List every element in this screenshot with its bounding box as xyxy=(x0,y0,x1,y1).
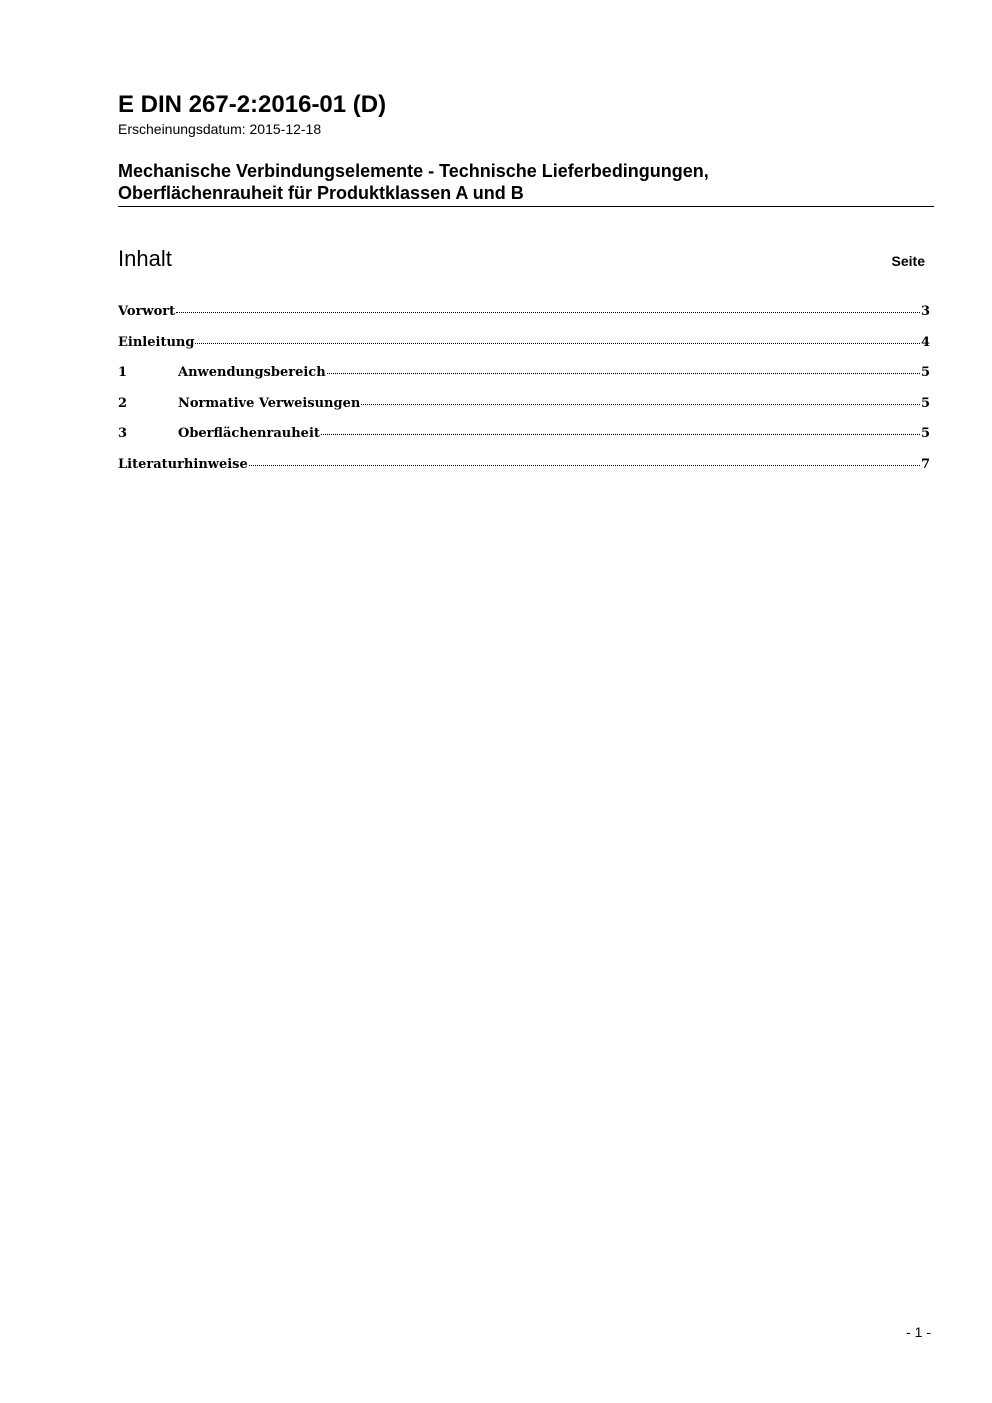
toc-entry-einleitung[interactable] xyxy=(118,333,930,364)
document-number: E DIN 267-2:2016-01 (D) xyxy=(118,91,387,118)
page-number: - 1 - xyxy=(906,1324,931,1340)
publication-date: Erscheinungsdatum: 2015-12-18 xyxy=(118,121,322,137)
toc-entry-title: Normative Verweisungen xyxy=(178,395,361,411)
table-of-contents xyxy=(118,302,930,485)
toc-entry-title: Vorwort xyxy=(118,304,176,319)
toc-entry-page: 5 xyxy=(920,395,930,411)
toc-dot-leader xyxy=(361,404,920,405)
toc-entry-literaturhinweise[interactable] xyxy=(118,455,930,486)
toc-entry-oberflaechenrauheit[interactable] xyxy=(118,424,930,455)
toc-entry-anwendungsbereich[interactable] xyxy=(118,363,930,394)
toc-heading: Inhalt xyxy=(118,246,172,271)
toc-dot-leader xyxy=(195,343,920,344)
toc-entry-title: Oberflächenrauheit xyxy=(178,426,320,441)
document-title-line-2: Oberflächenrauheit für Produktklassen A und B xyxy=(118,183,524,203)
title-divider xyxy=(118,206,934,207)
toc-entry-vorwort[interactable] xyxy=(118,302,930,333)
toc-entry-page: 7 xyxy=(920,456,930,472)
toc-page-column-label: Seite xyxy=(891,253,925,269)
toc-entry-page: 3 xyxy=(920,304,930,319)
toc-entry-page: 5 xyxy=(920,365,930,380)
toc-entry-title: Anwendungsbereich xyxy=(178,365,326,380)
document-title-line-1: Mechanische Verbindungselemente - Technische Lieferbedingungen, xyxy=(118,161,709,181)
toc-entry-title: Einleitung xyxy=(118,334,195,350)
toc-entry-number: 3 xyxy=(118,426,128,441)
toc-dot-leader xyxy=(321,434,920,435)
toc-entry-page: 4 xyxy=(920,334,930,350)
document-title xyxy=(118,160,709,204)
toc-entry-title: Literaturhinweise xyxy=(118,456,248,472)
toc-dot-leader xyxy=(327,373,920,374)
toc-entry-number: 2 xyxy=(118,395,128,411)
toc-dot-leader xyxy=(176,312,920,313)
toc-entry-page: 5 xyxy=(920,426,930,441)
toc-entry-normative-verweisungen[interactable] xyxy=(118,394,930,425)
toc-entry-number: 1 xyxy=(118,365,128,380)
toc-dot-leader xyxy=(249,465,920,466)
